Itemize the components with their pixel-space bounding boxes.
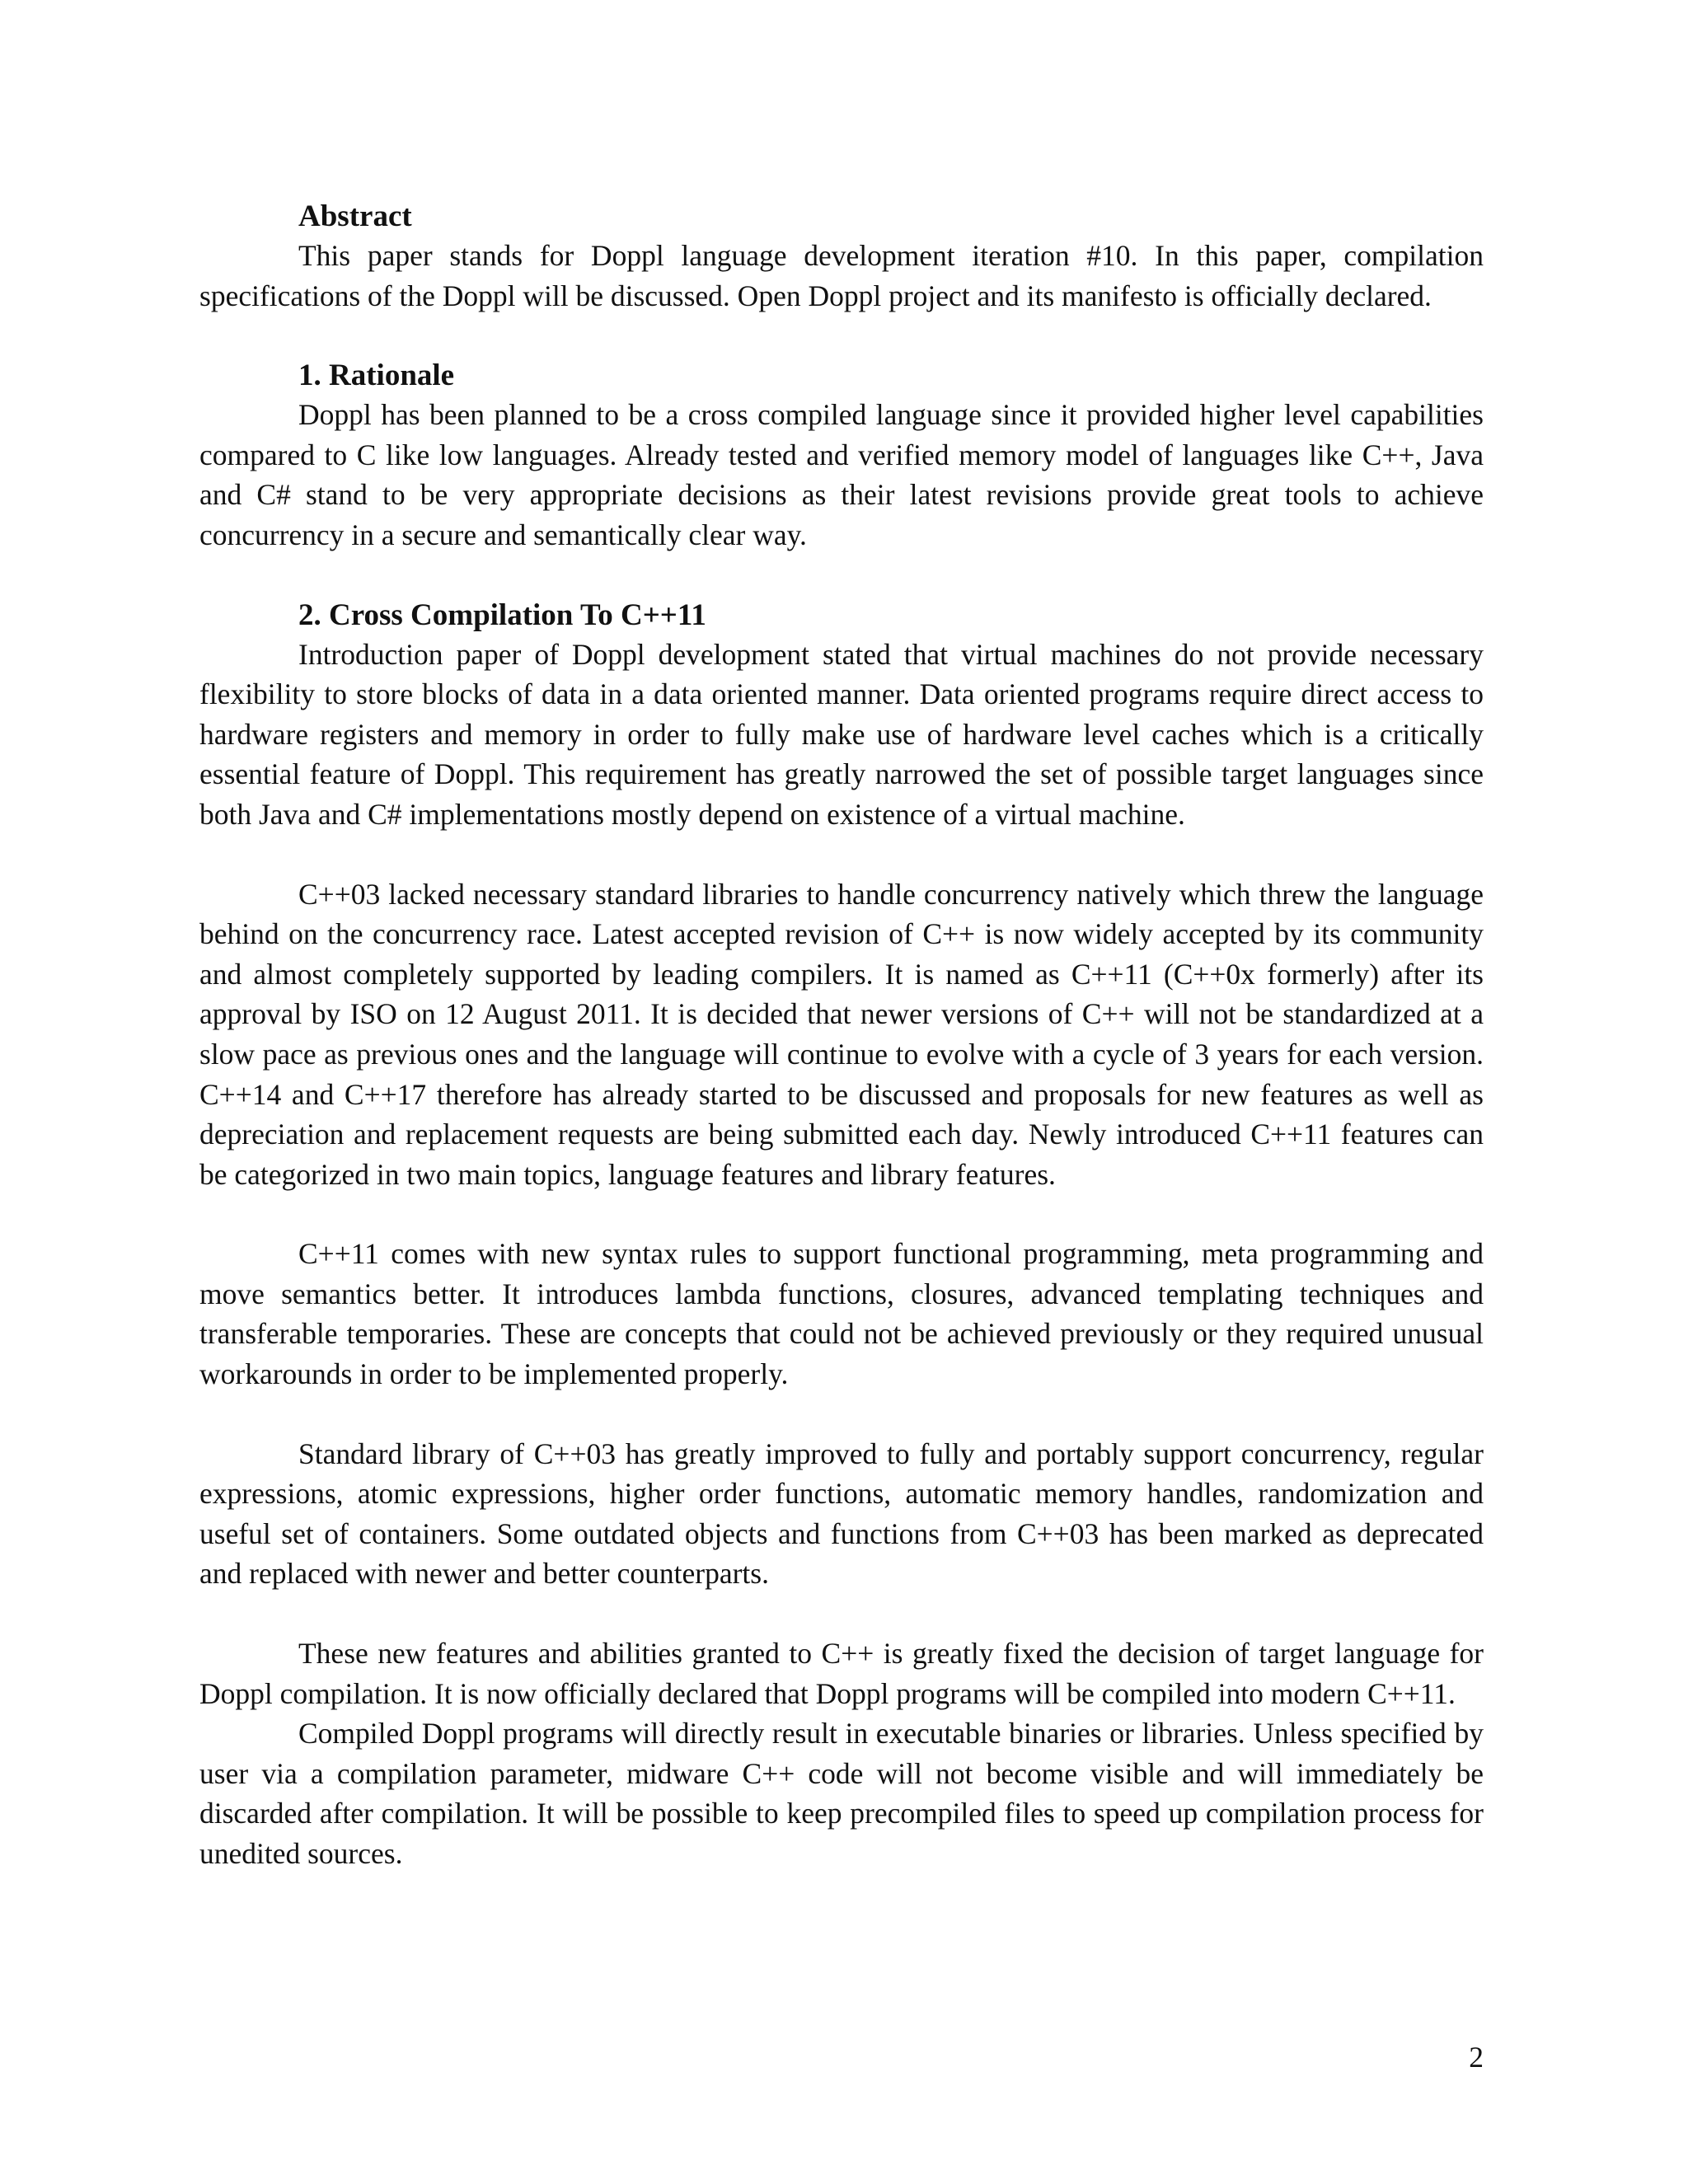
cross-compilation-paragraph-6: Compiled Doppl programs will directly result in executable binaries or libraries. Unless specified by user via a compilation parameter, midware C++ code will not become visible and will immediately be discarded after compilation. It will be possible to keep precompiled files to speed up compilation process for unedited sources. bbox=[199, 1717, 1484, 1870]
rationale-paragraph: Doppl has been planned to be a cross compiled language since it provided higher level capabilities compared to C like low languages. Already tested and verified memory model of languages like C++, Java and C# stand to be very appropriate decisions as their latest revisions provide great tools to achieve concurrency in a secure and semantically clear way. bbox=[199, 398, 1484, 551]
abstract-section bbox=[199, 198, 1484, 316]
abstract-paragraph: This paper stands for Doppl language development iteration #10. In this paper, compilation specifications of the Doppl will be discussed. Open Doppl project and its manifesto is officially declared. bbox=[199, 239, 1484, 312]
cross-compilation-heading: 2. Cross Compilation To C++11 bbox=[298, 598, 706, 632]
page-number: 2 bbox=[1469, 2041, 1484, 2074]
rationale-heading: 1. Rationale bbox=[298, 359, 455, 393]
cross-compilation-paragraph-4: Standard library of C++03 has greatly improved to fully and portably support concurrency, regular expressions, atomic expressions, higher order functions, automatic memory handles, randomization and useful set of containers. Some outdated objects and functions from C++03 has been marked as deprecated and replaced with newer and better counterparts. bbox=[199, 1436, 1484, 1591]
cross-compilation-paragraph-1: Introduction paper of Doppl development stated that virtual machines do not provide necessary flexibility to store blocks of data in a data oriented manner. Data oriented programs require direct access to hardware registers and memory in order to fully make use of hardware level caches which is a critically essential feature of Doppl. This requirement has greatly narrowed the set of possible target languages since both Java and C# implementations mostly depend on existence of a virtual machine. bbox=[199, 637, 1484, 831]
rationale-section bbox=[199, 357, 1484, 555]
cross-compilation-paragraph-2: C++03 lacked necessary standard libraries to handle concurrency natively which threw the language behind on the concurrency race. Latest accepted revision of C++ is now widely accepted by its community and almost completely supported by leading compilers. It is named as C++11 (C++0x formerly) after its approval by ISO on 12 August 2011. It is decided that newer versions of C++ will not be standardized at a slow pace as previous ones and the language will continue to evolve with a cycle of 3 years for each version. C++14 and C++17 therefore has already started to be discussed and proposals for new features as well as depreciation and replacement requests are being submitted each day. Newly introduced C++11 features can be categorized in two main topics, language features and library features. bbox=[199, 877, 1484, 1191]
cross-compilation-paragraph-5: These new features and abilities granted to C++ is greatly fixed the decision of target language for Doppl compilation. It is now officially declared that Doppl programs will be compiled into modern C++11. bbox=[199, 1637, 1484, 1710]
cross-compilation-paragraph-3: C++11 comes with new syntax rules to support functional programming, meta programming and move semantics better. It introduces lambda functions, closures, advanced templating techniques and transferable temporaries. These are concepts that could not be achieved previously or they required unusual workarounds in order to be implemented properly. bbox=[199, 1237, 1484, 1391]
page-content bbox=[199, 198, 1484, 1874]
abstract-heading: Abstract bbox=[298, 199, 412, 233]
cross-compilation-section bbox=[199, 597, 1484, 1874]
